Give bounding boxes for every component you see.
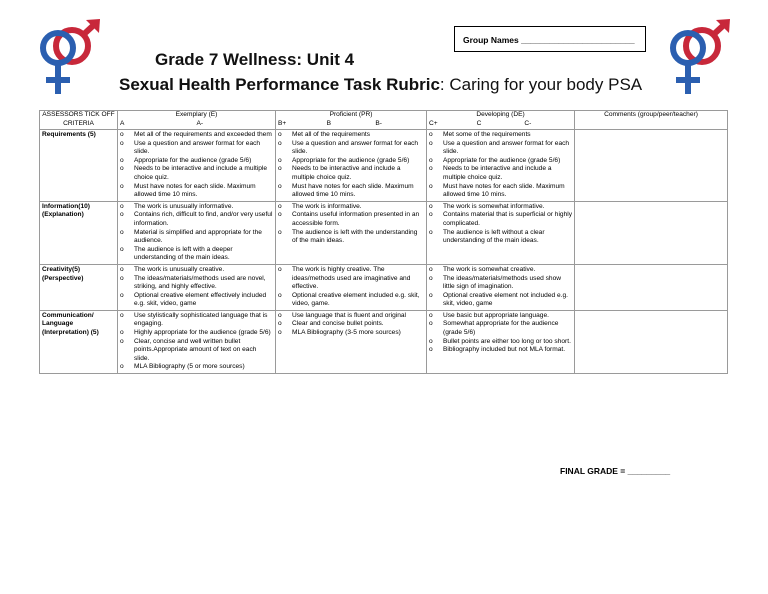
rubric-bullet: o Met all of the requirements xyxy=(278,131,424,140)
group-names-field[interactable]: Group Names ________________________ xyxy=(454,26,646,52)
rubric-bullet: o Appropriate for the audience (grade 5/6) xyxy=(429,157,572,166)
exemplary-list xyxy=(120,203,273,263)
rubric-bullet: o Appropriate for the audience (grade 5/6) xyxy=(120,157,273,166)
grade-c: C xyxy=(476,119,482,127)
header-proficient-label: Proficient (PR) xyxy=(329,111,373,118)
rubric-bullet: o Appropriate for the audience (grade 5/6) xyxy=(278,157,424,166)
exemplary-cell xyxy=(118,201,276,264)
exemplary-list xyxy=(120,266,273,309)
comments-cell[interactable] xyxy=(575,310,728,373)
rubric-bullet: o Met all of the requirements and exceeded them xyxy=(120,131,273,140)
exemplary-cell xyxy=(118,310,276,373)
gender-symbols-icon xyxy=(34,18,104,96)
rubric-bullet: o The ideas/materials/methods used are novel, striking, and highly effective. xyxy=(120,275,273,292)
developing-list xyxy=(429,203,572,246)
grade-c-plus: C+ xyxy=(429,119,438,127)
comments-cell[interactable] xyxy=(575,264,728,310)
rubric-bullet: o The work is unusually informative. xyxy=(120,203,273,212)
rubric-bullet: o The ideas/materials/methods used show little sign of imagination. xyxy=(429,275,572,292)
rubric-bullet: o Use a question and answer format for each slide. xyxy=(278,140,424,157)
developing-list xyxy=(429,131,572,200)
rubric-bullet: o Use a question and answer format for each slide. xyxy=(120,140,273,157)
rubric-bullet: o Clear, concise and well written bullet points.Appropriate amount of text on each slide. xyxy=(120,338,273,364)
exemplary-list xyxy=(120,312,273,372)
rubric-bullet: o The work is somewhat informative. xyxy=(429,203,572,212)
rubric-bullet: o Must have notes for each slide. Maximum allowed time 10 mins. xyxy=(120,183,273,200)
exemplary-list xyxy=(120,131,273,200)
rubric-bullet: o Needs to be interactive and include a multiple choice quiz. xyxy=(429,165,572,182)
rubric-bullet: o The work is somewhat creative. xyxy=(429,266,572,275)
proficient-cell xyxy=(276,310,427,373)
criteria-cell: Information(10) (Explanation) xyxy=(40,201,118,264)
header-comments: Comments (group/peer/teacher) xyxy=(575,111,728,130)
developing-cell xyxy=(427,264,575,310)
exemplary-cell xyxy=(118,264,276,310)
proficient-cell xyxy=(276,201,427,264)
criteria-cell: Communication/ Language (Interpretation) (5) xyxy=(40,310,118,373)
rubric-bullet: o The audience is left with a deeper understanding of the main ideas. xyxy=(120,246,273,263)
rubric-bullet: o Needs to be interactive and include a multiple choice quiz. xyxy=(120,165,273,182)
grade-c-minus: C- xyxy=(524,119,532,127)
rubric-bullet: o Contains rich, difficult to find, and/or very useful information. xyxy=(120,211,273,228)
page-title: Grade 7 Wellness: Unit 4 xyxy=(155,50,355,69)
criteria-cell: Requirements (5) xyxy=(40,130,118,202)
rubric-row xyxy=(40,310,728,373)
rubric-bullet: o Use language that is fluent and original xyxy=(278,312,424,321)
rubric-bullet: o Use basic but appropriate language. xyxy=(429,312,572,321)
rubric-table xyxy=(39,110,728,374)
grade-a: A xyxy=(120,119,125,127)
grade-a-minus: A- xyxy=(196,119,204,127)
proficient-list xyxy=(278,312,424,338)
header-exemplary-label: Exemplary (E) xyxy=(175,111,218,118)
comments-cell[interactable] xyxy=(575,130,728,202)
header-developing xyxy=(427,111,575,130)
rubric-bullet: o Must have notes for each slide. Maximum allowed time 10 mins. xyxy=(429,183,572,200)
rubric-bullet: o Highly appropriate for the audience (grade 5/6) xyxy=(120,329,273,338)
rubric-bullet: o The work is highly creative. The ideas/methods used are imaginative and effective. xyxy=(278,266,424,292)
developing-list xyxy=(429,312,572,355)
grade-b-minus: B- xyxy=(375,119,382,127)
rubric-bullet: o MLA Bibliography (3-5 more sources) xyxy=(278,329,424,338)
rubric-bullet: o Met some of the requirements xyxy=(429,131,572,140)
proficient-cell xyxy=(276,130,427,202)
rubric-bullet: o Clear and concise bullet points. xyxy=(278,320,424,329)
rubric-row xyxy=(40,201,728,264)
rubric-bullet: o MLA Bibliography (5 or more sources) xyxy=(120,363,273,372)
grade-b-plus: B+ xyxy=(278,119,287,127)
developing-list xyxy=(429,266,572,309)
rubric-header-row xyxy=(40,111,728,130)
rubric-bullet: o The work is informative. xyxy=(278,203,424,212)
rubric-bullet: o The audience is left without a clear understanding of the main ideas. xyxy=(429,229,572,246)
grade-b: B xyxy=(326,119,332,127)
rubric-bullet: o Bullet points are either too long or too short. xyxy=(429,338,572,347)
page-subtitle xyxy=(119,75,642,95)
exemplary-cell xyxy=(118,130,276,202)
gender-symbols-icon xyxy=(664,18,734,96)
rubric-bullet: o Optional creative element effectively included e.g. skit, video, game xyxy=(120,292,273,309)
header-exemplary xyxy=(118,111,276,130)
rubric-bullet: o Optional creative element included e.g. skit, video, game. xyxy=(278,292,424,309)
rubric-bullet: o Optional creative element not included e.g. skit, video, game xyxy=(429,292,572,309)
rubric-bullet: o Must have notes for each slide. Maximum allowed time 10 mins. xyxy=(278,183,424,200)
rubric-bullet: o Needs to be interactive and include a multiple choice quiz. xyxy=(278,165,424,182)
criteria-cell: Creativity(5) (Perspective) xyxy=(40,264,118,310)
rubric-bullet: o Use a question and answer format for each slide. xyxy=(429,140,572,157)
proficient-list xyxy=(278,203,424,246)
rubric-bullet: o Material is simplified and appropriate for the audience. xyxy=(120,229,273,246)
proficient-list xyxy=(278,266,424,309)
developing-cell xyxy=(427,310,575,373)
rubric-bullet: o Somewhat appropriate for the audience (grade 5/6) xyxy=(429,320,572,337)
developing-cell xyxy=(427,201,575,264)
rubric-row xyxy=(40,264,728,310)
subtitle-bold: Sexual Health Performance Task Rubric xyxy=(119,75,440,94)
comments-cell[interactable] xyxy=(575,201,728,264)
rubric-bullet: o The work is unusually creative. xyxy=(120,266,273,275)
rubric-row xyxy=(40,130,728,202)
rubric-bullet: o Contains material that is superficial or highly complicated. xyxy=(429,211,572,228)
rubric-bullet: o The audience is left with the understanding of the main ideas. xyxy=(278,229,424,246)
final-grade-line[interactable]: FINAL GRADE = _________ xyxy=(560,466,671,476)
header-criteria: ASSESSORS TICK OFF CRITERIA xyxy=(40,111,118,130)
rubric-bullet: o Bibliography included but not MLA format. xyxy=(429,346,572,355)
proficient-list xyxy=(278,131,424,200)
subtitle-rest: : Caring for your body PSA xyxy=(439,75,643,94)
rubric-bullet: o Use stylistically sophisticated language that is engaging. xyxy=(120,312,273,329)
proficient-cell xyxy=(276,264,427,310)
developing-cell xyxy=(427,130,575,202)
header-developing-label: Developing (DE) xyxy=(476,111,525,118)
rubric-bullet: o Contains useful information presented in an accessible form. xyxy=(278,211,424,228)
header-proficient xyxy=(276,111,427,130)
